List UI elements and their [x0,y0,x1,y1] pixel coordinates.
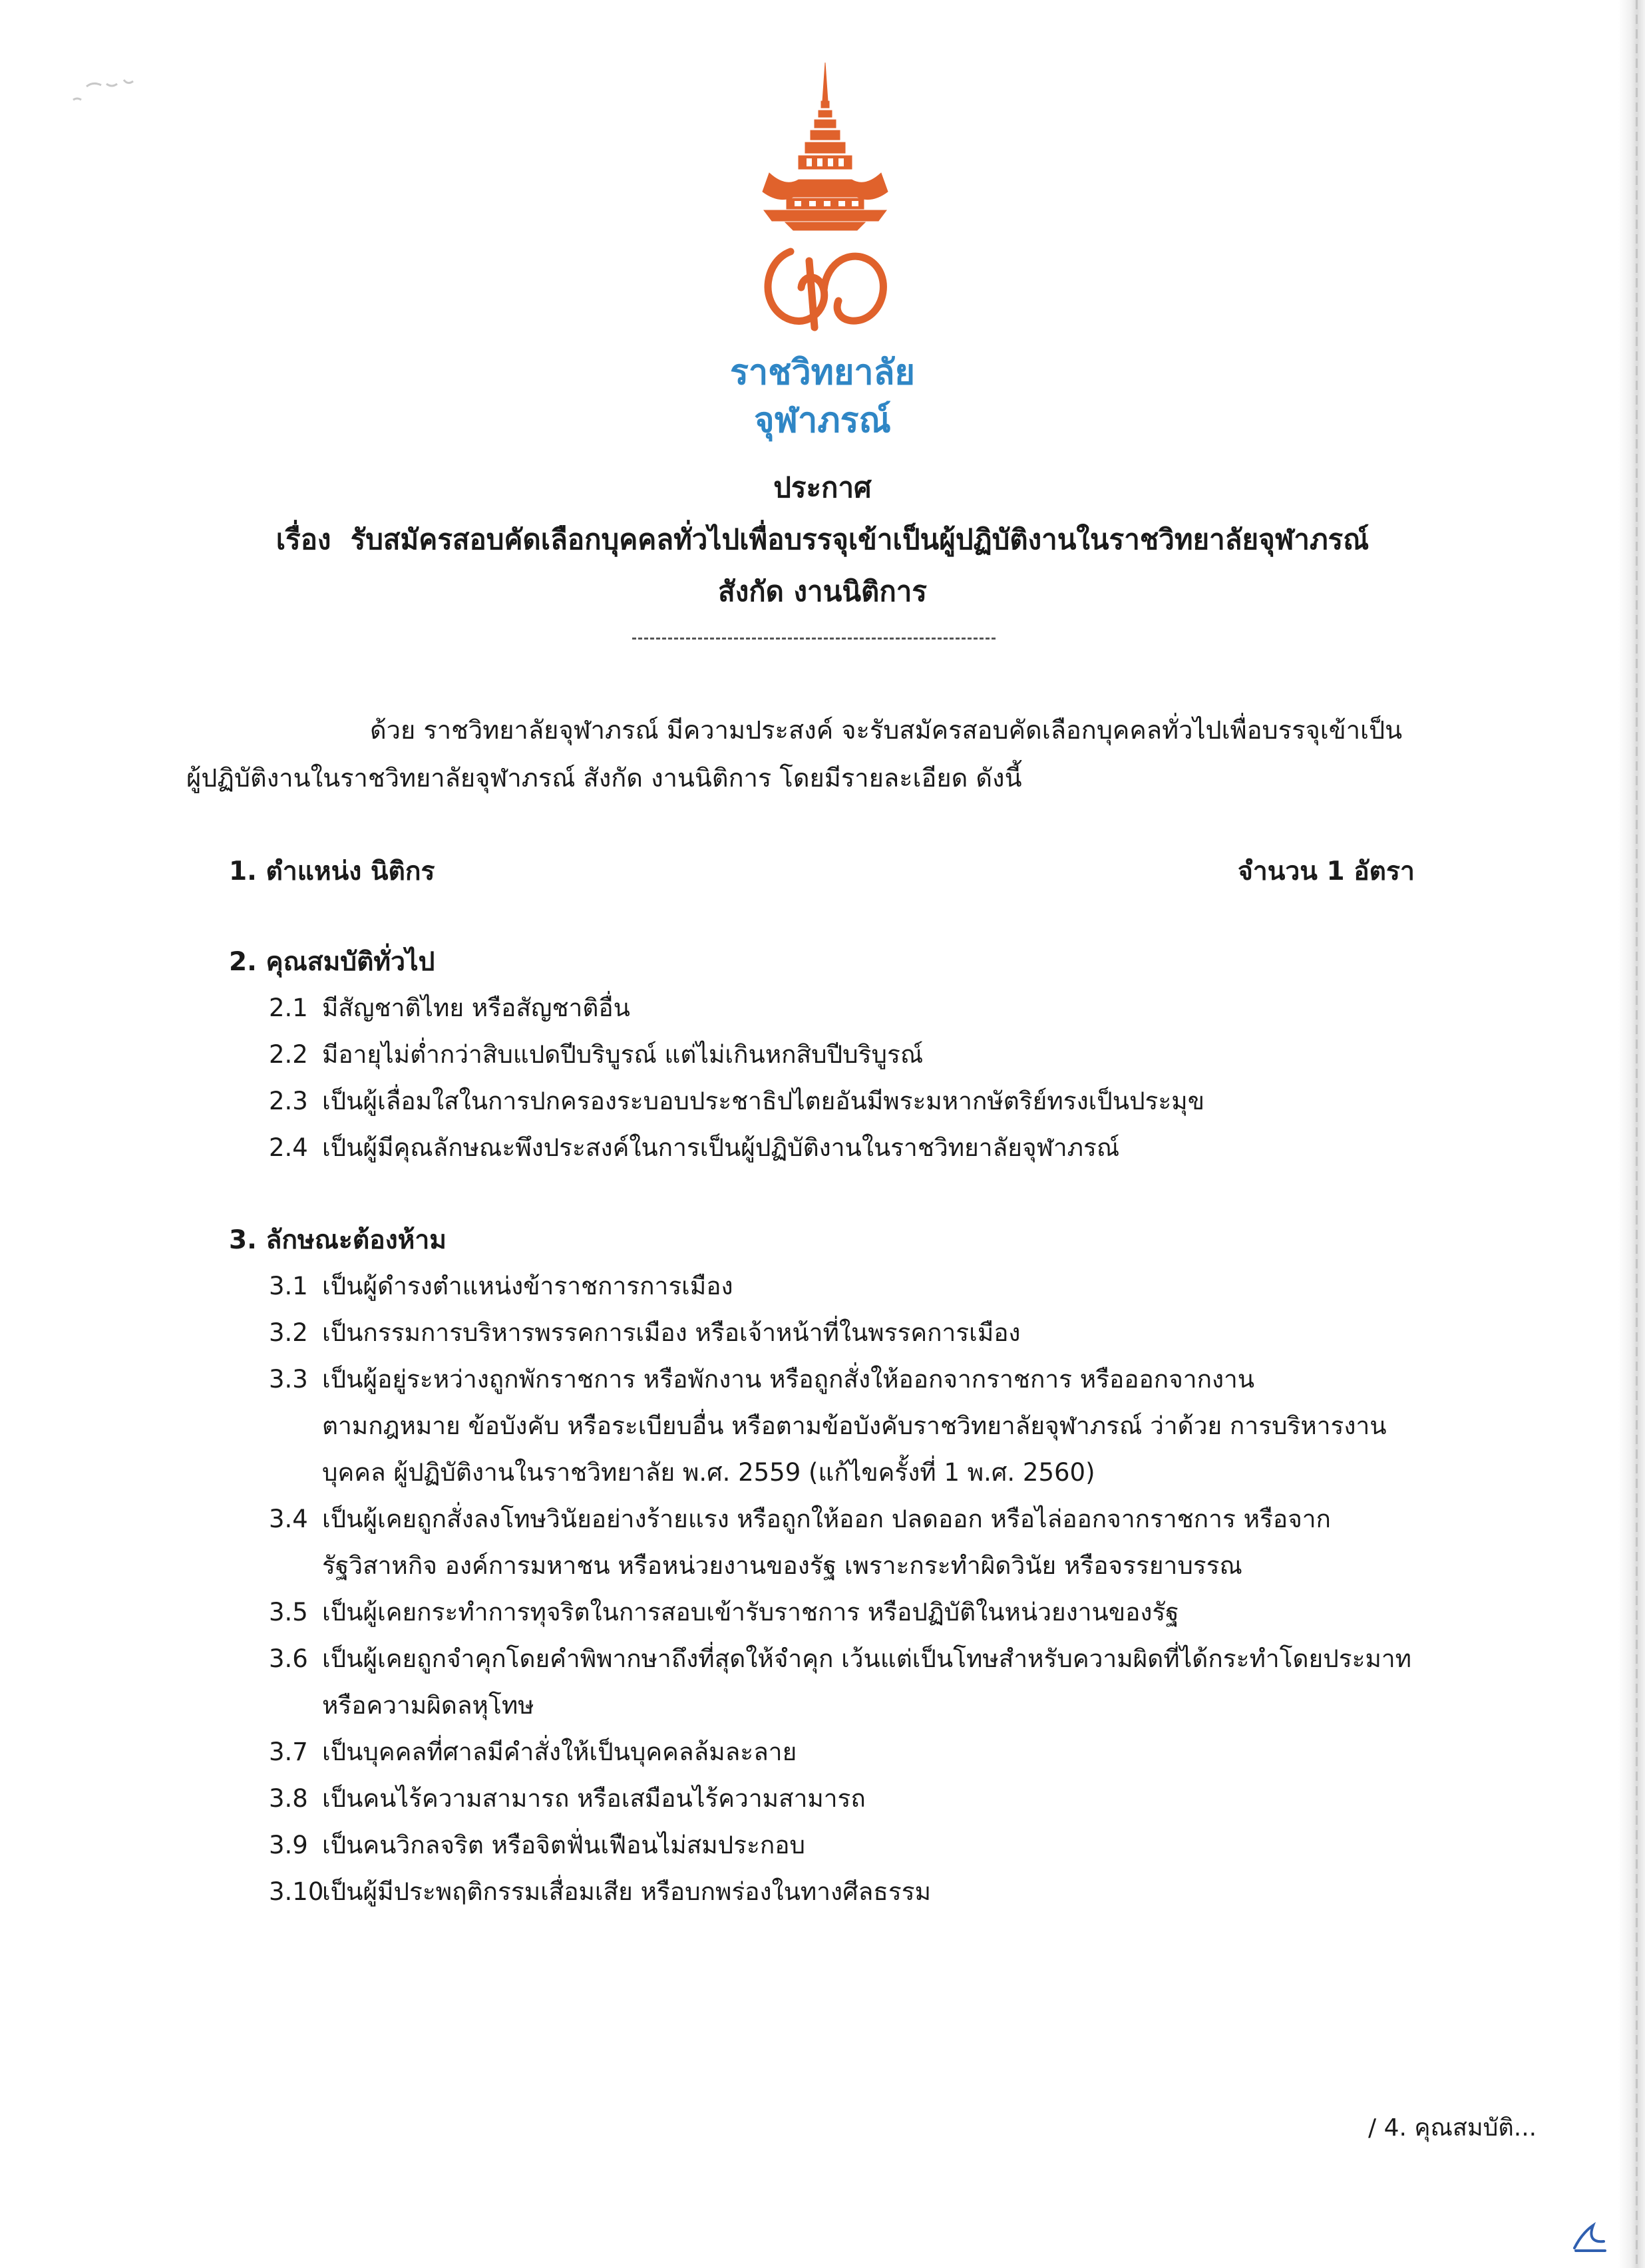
subject-text: รับสมัครสอบคัดเลือกบุคคลทั่วไปเพื่อบรรจุเข้าเป็นผู้ปฏิบัติงานในราชวิทยาลัยจุฬาภรณ์ [350,523,1370,556]
prohibition-item [269,1600,1179,1624]
qualification-item [269,1135,1119,1160]
item-continuation: หรือความผิดลหุโทษ [322,1691,534,1720]
item-text: เป็นผู้เลื่อมใสในการปกครองระบอบประชาธิปไตยอันมีพระมหากษัตริย์ทรงเป็นประมุข [322,1087,1204,1115]
item-text: เป็นคนวิกลจริต หรือจิตฟั่นเฟือนไม่สมประกอบ [322,1831,806,1859]
item-continuation: รัฐวิสาหกิจ องค์การมหาชน หรือหน่วยงานของรัฐ เพราะกระทำผิดวินัย หรือจรรยาบรรณ [322,1551,1242,1580]
announcement-unit: สังกัด งานนิติการ [718,575,927,608]
scan-smudge [60,60,166,120]
section-2-title: 2. คุณสมบัติทั่วไป [229,947,435,977]
section-1-quota: จำนวน 1 อัตรา [1238,856,1415,886]
college-emblem-icon [745,61,905,341]
initial-mark-icon [1569,2221,1609,2255]
item-text: เป็นผู้เคยถูกจำคุกโดยคำพิพากษาถึงที่สุดให้จำคุก เว้นแต่เป็นโทษสำหรับความผิดที่ได้กระทำโดยประมาท [322,1644,1412,1673]
prohibition-item [269,1274,733,1298]
institution-name-line1: ราชวิทยาลัย [730,353,915,393]
item-number: 3.5 [269,1598,308,1626]
qualification-item [269,1042,923,1067]
qualification-item [269,996,630,1020]
prohibition-item [269,1786,866,1811]
item-number: 2.4 [269,1133,308,1162]
item-text: เป็นคนไร้ความสามารถ หรือเสมือนไร้ความสามารถ [322,1784,866,1813]
item-text: เป็นบุคคลที่ศาลมีคำสั่งให้เป็นบุคคลล้มละลาย [322,1738,797,1766]
item-number: 3.3 [269,1365,308,1394]
item-number: 3.10 [269,1877,324,1906]
item-number: 3.6 [269,1644,308,1673]
item-text: เป็นกรรมการบริหารพรรคการเมือง หรือเจ้าหน้าที่ในพรรคการเมือง [322,1318,1021,1347]
dashed-divider [632,638,996,640]
announcement-subject [157,523,1488,556]
prohibition-item [269,1320,1021,1345]
item-number: 2.2 [269,1040,308,1069]
item-text: มีสัญชาติไทย หรือสัญชาติอื่น [322,994,630,1022]
prohibition-item [269,1833,805,1857]
prohibition-item [269,1507,1331,1531]
item-number: 3.7 [269,1738,308,1766]
item-number: 3.9 [269,1831,308,1859]
item-text: เป็นผู้ดำรงตำแหน่งข้าราชการการเมือง [322,1272,733,1300]
item-number: 2.3 [269,1087,308,1115]
prohibition-item [269,1879,931,1904]
item-continuation: ตามกฎหมาย ข้อบังคับ หรือระเบียบอื่น หรือตามข้อบังคับราชวิทยาลัยจุฬาภรณ์ ว่าด้วย การบริหารงาน [322,1412,1387,1440]
item-text: เป็นผู้เคยถูกสั่งลงโทษวินัยอย่างร้ายแรง หรือถูกให้ออก ปลดออก หรือไล่ออกจากราชการ หรือจาก [322,1505,1331,1533]
subject-label: เรื่อง [275,523,331,556]
continuation-note: / 4. คุณสมบัติ... [1368,2114,1537,2142]
prohibition-item [269,1740,797,1764]
prohibition-item [269,1367,1254,1392]
section-3-title: 3. ลักษณะต้องห้าม [229,1225,447,1255]
item-text: มีอายุไม่ต่ำกว่าสิบแปดปีบริบูรณ์ แต่ไม่เกินหกสิบปีบริบูรณ์ [322,1040,924,1069]
item-text: เป็นผู้มีประพฤติกรรมเสื่อมเสีย หรือบกพร่องในทางศีลธรรม [322,1877,931,1906]
announcement-heading: ประกาศ [773,471,872,504]
section-1-title: 1. ตำแหน่ง นิติกร [229,856,435,886]
item-continuation: บุคคล ผู้ปฏิบัติงานในราชวิทยาลัย พ.ศ. 2559 (แก้ไขครั้งที่ 1 พ.ศ. 2560) [322,1458,1095,1487]
item-number: 3.8 [269,1784,308,1813]
item-text: เป็นผู้เคยกระทำการทุจริตในการสอบเข้ารับราชการ หรือปฏิบัติในหน่วยงานของรัฐ [322,1598,1179,1626]
item-number: 2.1 [269,994,308,1022]
item-number: 3.1 [269,1272,308,1300]
qualification-item [269,1089,1204,1113]
intro-line-1: ด้วย ราชวิทยาลัยจุฬาภรณ์ มีความประสงค์ จะรับสมัครสอบคัดเลือกบุคคลทั่วไปเพื่อบรรจุเข้าเป็น [370,715,1403,745]
prohibition-item [269,1646,1411,1671]
item-text: เป็นผู้อยู่ระหว่างถูกพักราชการ หรือพักงาน หรือถูกสั่งให้ออกจากราชการ หรือออกจากงาน [322,1365,1255,1394]
item-text: เป็นผู้มีคุณลักษณะพึงประสงค์ในการเป็นผู้ปฏิบัติงานในราชวิทยาลัยจุฬาภรณ์ [322,1133,1120,1162]
scan-edge-shadow [1618,0,1645,2268]
institution-name-line2: จุฬาภรณ์ [754,401,891,441]
item-number: 3.4 [269,1505,308,1533]
item-number: 3.2 [269,1318,308,1347]
intro-line-2: ผู้ปฏิบัติงานในราชวิทยาลัยจุฬาภรณ์ สังกัด งานนิติการ โดยมีรายละเอียด ดังนี้ [186,763,1022,793]
